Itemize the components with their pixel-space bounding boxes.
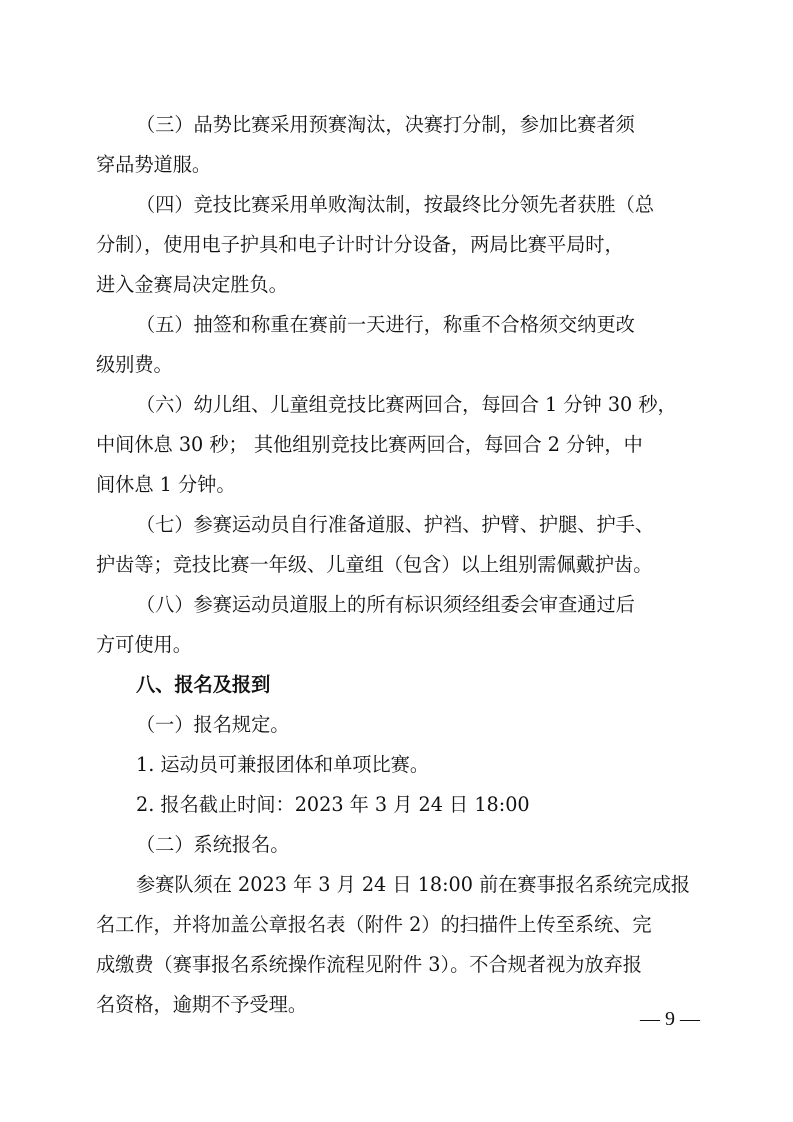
text-line: （四）竞技比赛采用单败淘汰制，按最终比分领先者获胜（总 (136, 193, 655, 216)
text-line: （二）系统报名。 (136, 833, 290, 856)
text-line: 2. 报名截止时间：2023 年 3 月 24 日 18:00 (136, 793, 530, 816)
text-line: 间休息 1 分钟。 (96, 473, 236, 496)
text-line: 进入金赛局决定胜负。 (96, 273, 288, 296)
section-heading: 八、报名及报到 (136, 673, 271, 696)
page-number: — 9 — (640, 1008, 700, 1030)
text-line: （三）品势比赛采用预赛淘汰，决赛打分制，参加比赛者须 (136, 113, 635, 136)
text-line: （八）参赛运动员道服上的所有标识须经组委会审查通过后 (136, 593, 635, 616)
text-line: （七）参赛运动员自行准备道服、护裆、护臂、护腿、护手、 (136, 513, 655, 536)
text-line: 名资格，逾期不予受理。 (96, 993, 308, 1016)
text-line: 级别费。 (96, 353, 173, 376)
text-line: 护齿等；竞技比赛一年级、儿童组（包含）以上组别需佩戴护齿。 (96, 553, 653, 576)
text-line: 名工作，并将加盖公章报名表（附件 2）的扫描件上传至系统、完 (96, 913, 652, 936)
text-line: 1. 运动员可兼报团体和单项比赛。 (136, 753, 430, 776)
text-line: （一）报名规定。 (136, 713, 290, 736)
text-line: （六）幼儿组、儿童组竞技比赛两回合，每回合 1 分钟 30 秒， (136, 393, 677, 416)
text-line: 方可使用。 (96, 633, 192, 656)
text-line: 参赛队须在 2023 年 3 月 24 日 18:00 前在赛事报名系统完成报 (136, 873, 691, 896)
text-line: （五）抽签和称重在赛前一天进行，称重不合格须交纳更改 (136, 313, 635, 336)
text-line: 中间休息 30 秒； 其他组别竞技比赛两回合，每回合 2 分钟，中 (96, 433, 643, 456)
text-line: 分制），使用电子护具和电子计时计分设备，两局比赛平局时， (96, 233, 624, 256)
text-line: 成缴费（赛事报名系统操作流程见附件 3）。不合规者视为放弃报 (96, 953, 642, 976)
text-line: 穿品势道服。 (96, 153, 212, 176)
